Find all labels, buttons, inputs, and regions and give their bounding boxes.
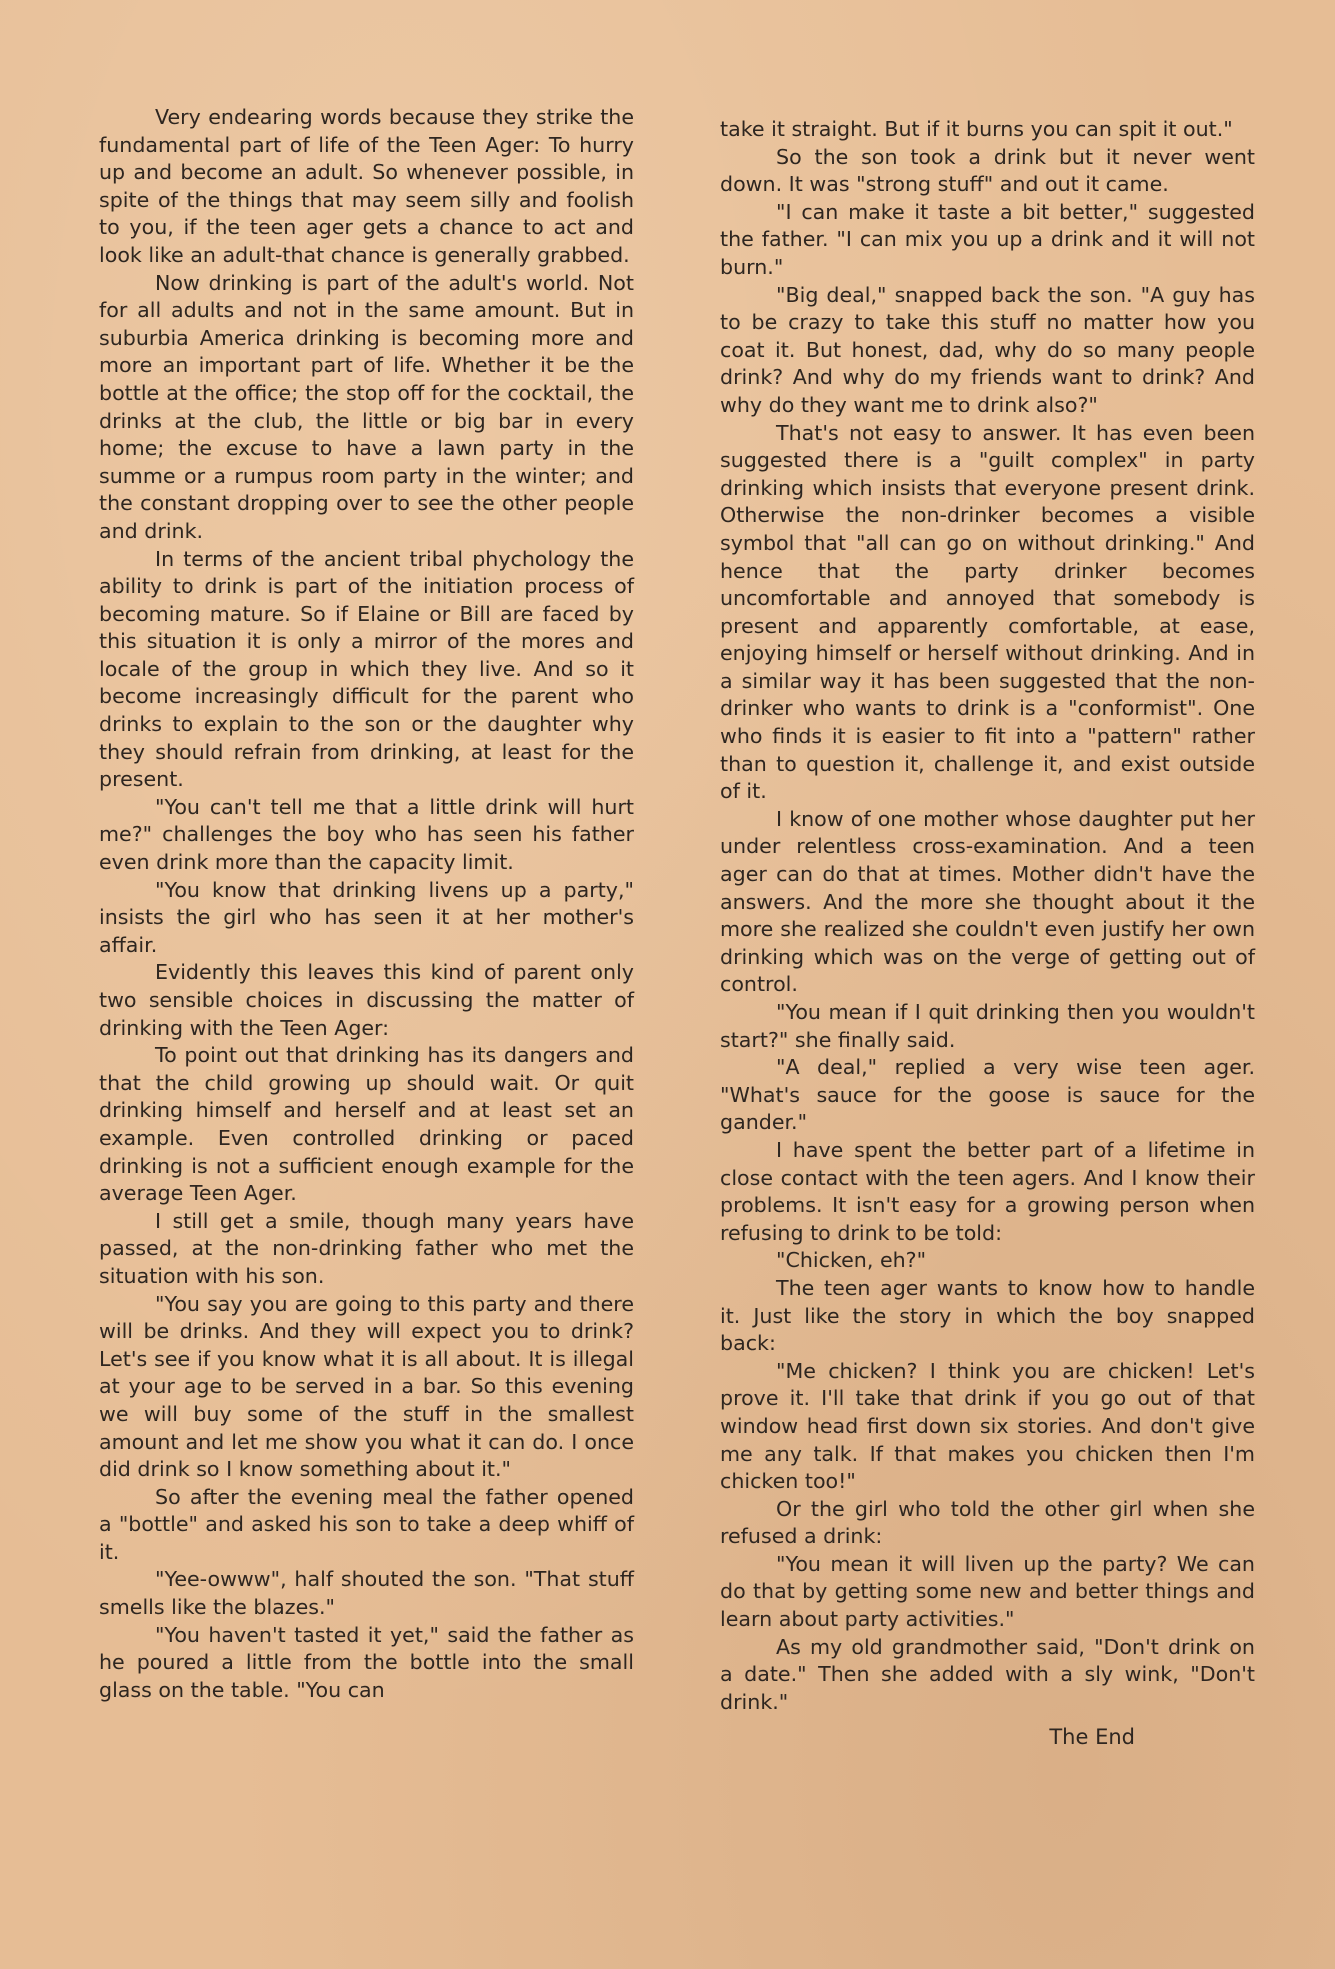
paragraph: That's not easy to answer. It has even been suggested there is a "guilt complex" in party drinking which insists that everyone present drink. Otherwise the non-drinker becomes a visible symbol that "all can go on without drinking." And hence that the party drinker becomes uncomfortable and annoyed that somebody is present and apparently comfortable, at ease, enjoying himself or herself without drinking. And in a similar way it has been suggested that the non-drinker who wants to drink is a "conformist". One who finds it is easier to fit into a "pattern" rather than to question it, challenge it, and exist outside of it. — [720, 420, 1255, 804]
the-end: The End — [1049, 1725, 1135, 1750]
paragraph: To point out that drinking has its dangers and that the child growing up should wait. Or quit drinking himself and herself and at least set an example. Even controlled drinking or paced drinking is not a sufficient enough example for the average Teen Ager. — [99, 1043, 634, 1206]
paragraph: Or the girl who told the other girl when she refused a drink: — [720, 1496, 1255, 1549]
paragraph: So the son took a drink but it never went down. It was "strong stuff" and out it came. — [720, 144, 1255, 197]
paragraph: "A deal," replied a very wise teen ager. "What's sauce for the goose is sauce for the gander." — [720, 1055, 1255, 1135]
paragraph: As my old grandmother said, "Don't drink on a date." Then she added with a sly wink, "Don't drink." — [720, 1634, 1255, 1714]
paragraph: I know of one mother whose daughter put her under relentless cross-examination. And a teen ager can do that at times. Mother didn't have the answers. And the more she thought about it the more she realized she couldn't even justify her own drinking which was on the verge of getting out of control. — [720, 806, 1255, 997]
paragraph: "Yee-owww", half shouted the son. "That stuff smells like the blazes." — [99, 1567, 634, 1620]
paragraph: "Me chicken? I think you are chicken! Let's prove it. I'll take that drink if you go out of that window head first down six stories. And don't give me any talk. If that makes you chicken then I'm chicken too!" — [720, 1358, 1255, 1494]
paragraph: Now drinking is part of the adult's world. Not for all adults and not in the same amount. But in suburbia America drinking is becoming more and more an important part of life. Whether it be the bottle at the office; the stop off for the cocktail, the drinks at the club, the little or big bar in every home; the excuse to have a lawn party in the summe or a rumpus room party in the winter; and the constant dropping over to see the other people and drink. — [99, 270, 634, 543]
paragraph: Evidently this leaves this kind of parent only two sensible choices in discussing the matter of drinking with the Teen Ager: — [99, 960, 634, 1040]
paragraph: take it straight. But if it burns you can spit it out." — [720, 117, 1233, 141]
paragraph: "You mean if I quit drinking then you wouldn't start?" she finally said. — [720, 1000, 1255, 1052]
paragraph: The teen ager wants to know how to handle it. Just like the story in which the boy snapped back: — [720, 1275, 1255, 1356]
paragraph: I have spent the better part of a lifetime in close contact with the teen agers. And I know their problems. It isn't easy for a growing person when refusing to drink to be told: — [720, 1137, 1255, 1245]
paragraph: "You say you are going to this party and there will be drinks. And they will expect you to drink? Let's see if you know what it is all about. It is illegal at your age to be served in a bar. So this evening we will buy some of the stuff in the smallest amount and let me show you what it can do. I once did drink so I know something about it." — [99, 1291, 634, 1482]
paragraph: "I can make it taste a bit better," suggested the father. "I can mix you up a drink and it will not burn." — [720, 199, 1255, 279]
paragraph: I still get a smile, though many years have passed, at the non-drinking father who met the situation with his son. — [99, 1208, 634, 1288]
paragraph: "Big deal," snapped back the son. "A guy has to be crazy to take this stuff no matter how you coat it. But honest, dad, why do so many people drink? And why do my friends want to drink? And why do they want me to drink also?" — [720, 282, 1255, 417]
paragraph: "You know that drinking livens up a party," insists the girl who has seen it at her mother's affair. — [99, 877, 634, 957]
paragraph: In terms of the ancient tribal phychology the ability to drink is part of the initiation process of becoming mature. So if Elaine or Bill are faced by this situation it is only a mirror of the mores and locale of the group in which they live. And so it become increasingly difficult for the parent who drinks to explain to the son or the daughter why they should refrain from drinking, at least for the present. — [99, 546, 634, 792]
paragraph: "You can't tell me that a little drink will hurt me?" challenges the boy who has seen his father even drink more than the capacity limit. — [99, 794, 634, 875]
paragraph: "You haven't tasted it yet," said the father as he poured a little from the bottle into the small glass on the table. "You can — [99, 1622, 634, 1702]
paragraph: Very endearing words because they strike the fundamental part of life of the Teen Ager: To hurry up and become an adult. So whenever possible, in spite of the things that may seem silly and foolish to you, if the teen ager gets a chance to act and look like an adult-that chance is generally grabbed. — [99, 105, 634, 267]
right-column — [720, 116, 1255, 1752]
paragraph: So after the evening meal the father opened a "bottle" and asked his son to take a deep whiff of it. — [99, 1484, 634, 1564]
paragraph: "You mean it will liven up the party? We can do that by getting some new and better things and learn about party activities." — [720, 1551, 1255, 1632]
paragraph: "Chicken, eh?" — [776, 1248, 927, 1273]
left-column — [99, 104, 634, 1704]
